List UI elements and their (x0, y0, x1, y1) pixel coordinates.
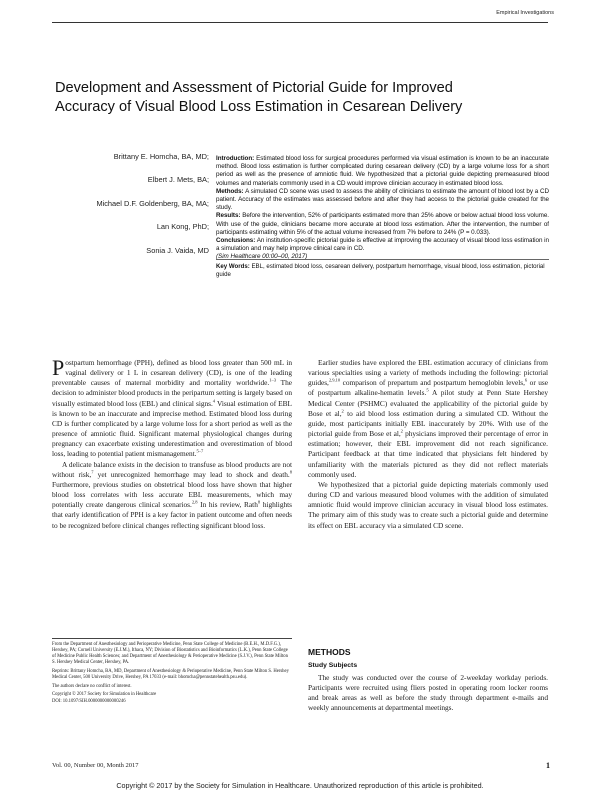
reference-marker: 1–3 (269, 377, 276, 383)
reference-marker: 6 (524, 377, 528, 383)
footnotes (52, 642, 292, 707)
footnote-reprints: Reprints: Brittany Homcha, BA, MD, Department of Anesthesiology & Perioperative Medicine, Penn State Milton S. Hershey Medical Center, 500 University Drive, Hershey, PA 17033 (e-mail: bhomcha@pennstatehealth.psu.edu). (52, 668, 289, 681)
body-right-column (308, 358, 548, 531)
keywords-rule (216, 259, 549, 260)
body-text: The decision to administer blood products in the peripartum setting is largely based on visually estimated blood loss (EBL) and clinical signs. (52, 378, 292, 408)
abstract-intro-text: Estimated blood loss for surgical procedures performed via visual estimation is known to be an inaccurate method. Blood loss estimation is further complicated during cesarean delivery (CD) by a large volume loss for a short period as well as the presence of amniotic fluid. We hypothesized that a pictorial guide depicting premeasured blood volumes and materials commonly used in a CD would improve clinician accuracy in estimated blood loss. (216, 155, 549, 187)
keywords-text: EBL, estimated blood loss, cesarean delivery, postpartum hemorrhage, visual blood, loss estimation, pictorial guide (216, 263, 545, 279)
footnote-rule (52, 638, 292, 639)
body-text: Visual estimation of EBL is known to be an inaccurate and imprecise method. Estimated blood loss during CD is further complicated by a large volume loss for a short period as well as the presence of amniotic fluid. Significant maternal physiological changes during pregnancy can exacerbate existing underestimation and overestimation of blood loss, leading to potential patient mismanagement. (52, 398, 292, 459)
methods-body (308, 673, 548, 714)
body-text: comparison of prepartum and postpartum hemoglobin levels, (340, 378, 525, 388)
body-paragraph (52, 355, 292, 460)
running-head: Empirical Investigations (496, 10, 554, 16)
abstract-conclusions-text: An institution-specific pictorial guide is effective at improving the accuracy of visual blood loss estimation in a simulation and may help improve clinical care in CD. (216, 237, 549, 253)
abstract-methods-text: A simulated CD scene was used to assess the ability of clinicians to estimate the amount of blood lost by a CD patient. Accuracy of the estimates was assessed before and after they had access to the pictorial guide created for the study. (216, 187, 549, 212)
abstract-methods-label: Methods: (216, 187, 244, 195)
body-left-column (52, 355, 293, 531)
reference-marker: 8 (289, 469, 293, 475)
reference-marker: 2 (400, 428, 403, 434)
header-rule (52, 22, 548, 23)
footnote-doi: DOI: 10.1097/SIH.0000000000000246 (52, 698, 126, 704)
footnote-copyright: Copyright © 2017 Society for Simulation in Healthcare (52, 692, 157, 698)
abstract-citation: (Sim Healthcare 00:00–00, 2017) (216, 253, 308, 261)
body-text: to aid blood loss estimation during a simulated CD. Without the guide, most participants initially EBL inaccurately by 20%. With use of the pictorial guide from Bose et al, (308, 408, 548, 439)
reference-marker: 4 (212, 398, 216, 404)
author-name: Brittany E. Homcha, BA, MD; (113, 152, 209, 161)
footnote-affiliations: From the Department of Anesthesiology and Perioperative Medicine, Penn State College of Medicine (B.E.H., M.D.F.G.), Hershey, PA; Cornell University (E.J.M.), Ithaca, NY; Division of Biostatistics and Bioinformatics (L.K.), Penn State College of Medicine Public Health Sciences; and Department of Anesthesiology & Perioperative Medicine (S.J.V.), Penn State Milton S. Hershey Medical Center, Hershey, PA. (52, 642, 288, 666)
abstract-intro-label: Introduction: (216, 155, 255, 162)
methods-heading: METHODS (308, 647, 351, 657)
drop-cap: P (52, 355, 65, 380)
keywords-label: Key Words: (216, 263, 250, 270)
abstract-results-label: Results: (216, 212, 241, 220)
abstract-conclusions-label: Conclusions: (216, 237, 256, 245)
body-paragraph (308, 358, 548, 480)
author-list (52, 152, 209, 269)
reference-marker: 8 (257, 499, 261, 505)
body-paragraph: The study was conducted over the course of 2-weekday workday periods. Participants were recruited using fliers posted in operating room locker rooms and break areas as well as before the study through department e-mails and weekly announcements at departmental meetings. (308, 673, 548, 713)
author-name: Elbert J. Mets, BA; (147, 175, 209, 185)
body-text: highlights that early identification of PPH is a key factor in patient outcome and often needs to be recognized before clinical changes reflecting significant blood loss. (52, 500, 292, 530)
author-name: Lan Kong, PhD; (156, 222, 209, 232)
study-subjects-subheading: Study Subjects (308, 662, 358, 669)
abstract-results-text: Before the intervention, 52% of participants estimated more than 25% above or below actual blood loss volume. With use of the guide, clinicians became more accurate at blood loss estimation. After the intervention, the number of participants estimating within 5% of the actual volume increased from 7% before to 24% (P = 0.033). (216, 212, 549, 236)
body-text: Earlier studies have explored the EBL estimation accuracy of clinicians from various specialties using a variety of methods including the following: pictorial guides, (308, 358, 548, 388)
author-name: Michael D.F. Goldenberg, BA, MA; (96, 198, 209, 208)
reference-marker: 5–7 (196, 448, 204, 454)
body-paragraph (52, 460, 292, 531)
reference-marker: 2 (341, 408, 344, 414)
abstract (216, 155, 549, 262)
body-text: In his review, Rath (197, 500, 258, 510)
body-text: yet unrecognized hemorrhage may lead to shock and death. (93, 469, 290, 479)
reference-marker: 7 (91, 469, 94, 475)
reference-marker: 5 (426, 388, 429, 394)
body-paragraph: We hypothesized that a pictorial guide depicting materials commonly used during CD and various measured blood volumes with the addition of simulated amniotic fluid would improve clinician accuracy in visual blood loss estimates. The primary aim of this study was to create such a pictorial guide and determine its effect on EBL accuracy via a simulated CD scene. (308, 479, 548, 530)
reference-marker: 2,8 (191, 499, 198, 505)
keywords (216, 263, 549, 280)
volume-info: Vol. 00, Number 00, Month 2017 (52, 762, 139, 769)
copyright-notice: Copyright © 2017 by the Society for Simulation in Healthcare. Unauthorized reproduction of this article is prohibited. (116, 781, 484, 790)
body-text: A pilot study at Penn State Hershey Medical Center (PSHMC) evaluated the applicability of the pictorial guide by Bose et al, (308, 388, 548, 418)
body-text: A delicate balance exists in the decision to transfuse as blood products are not without risk, (52, 459, 292, 479)
author-name: Sonia J. Vaida, MD (146, 245, 209, 255)
reference-marker: 2,9,10 (328, 377, 341, 383)
body-text: physicians improved their percentage of error in estimation; however, their EBL improvement did not reach significance. Participant feedback at that time indicated that physicians felt hindered by unfamiliarity with the materials pictured as they did not reflect materials commonly used. (308, 429, 548, 479)
body-text: ostpartum hemorrhage (PPH), defined as blood loss greater than 500 mL in vaginal delivery or 1 L in cesarean delivery (CD), is one of the leading preventable causes of maternal morbidity and mortality worldwide. (52, 358, 292, 388)
article-title: Development and Assessment of Pictorial Guide for Improved Accuracy of Visual Blood Loss Estimation in Cesarean Delivery (55, 79, 463, 115)
page-number: 1 (546, 761, 550, 770)
body-text: Furthermore, previous studies on obstetrical blood loss have shown that higher blood loss correlates with less accurate EBL measurements, which may potentially create dangerous clinical scenarios. (52, 479, 292, 510)
footnote-conflict: The authors declare no conflict of interest. (52, 683, 132, 689)
body-text: or use of postpartum alkaline-hematin levels. (308, 378, 548, 398)
